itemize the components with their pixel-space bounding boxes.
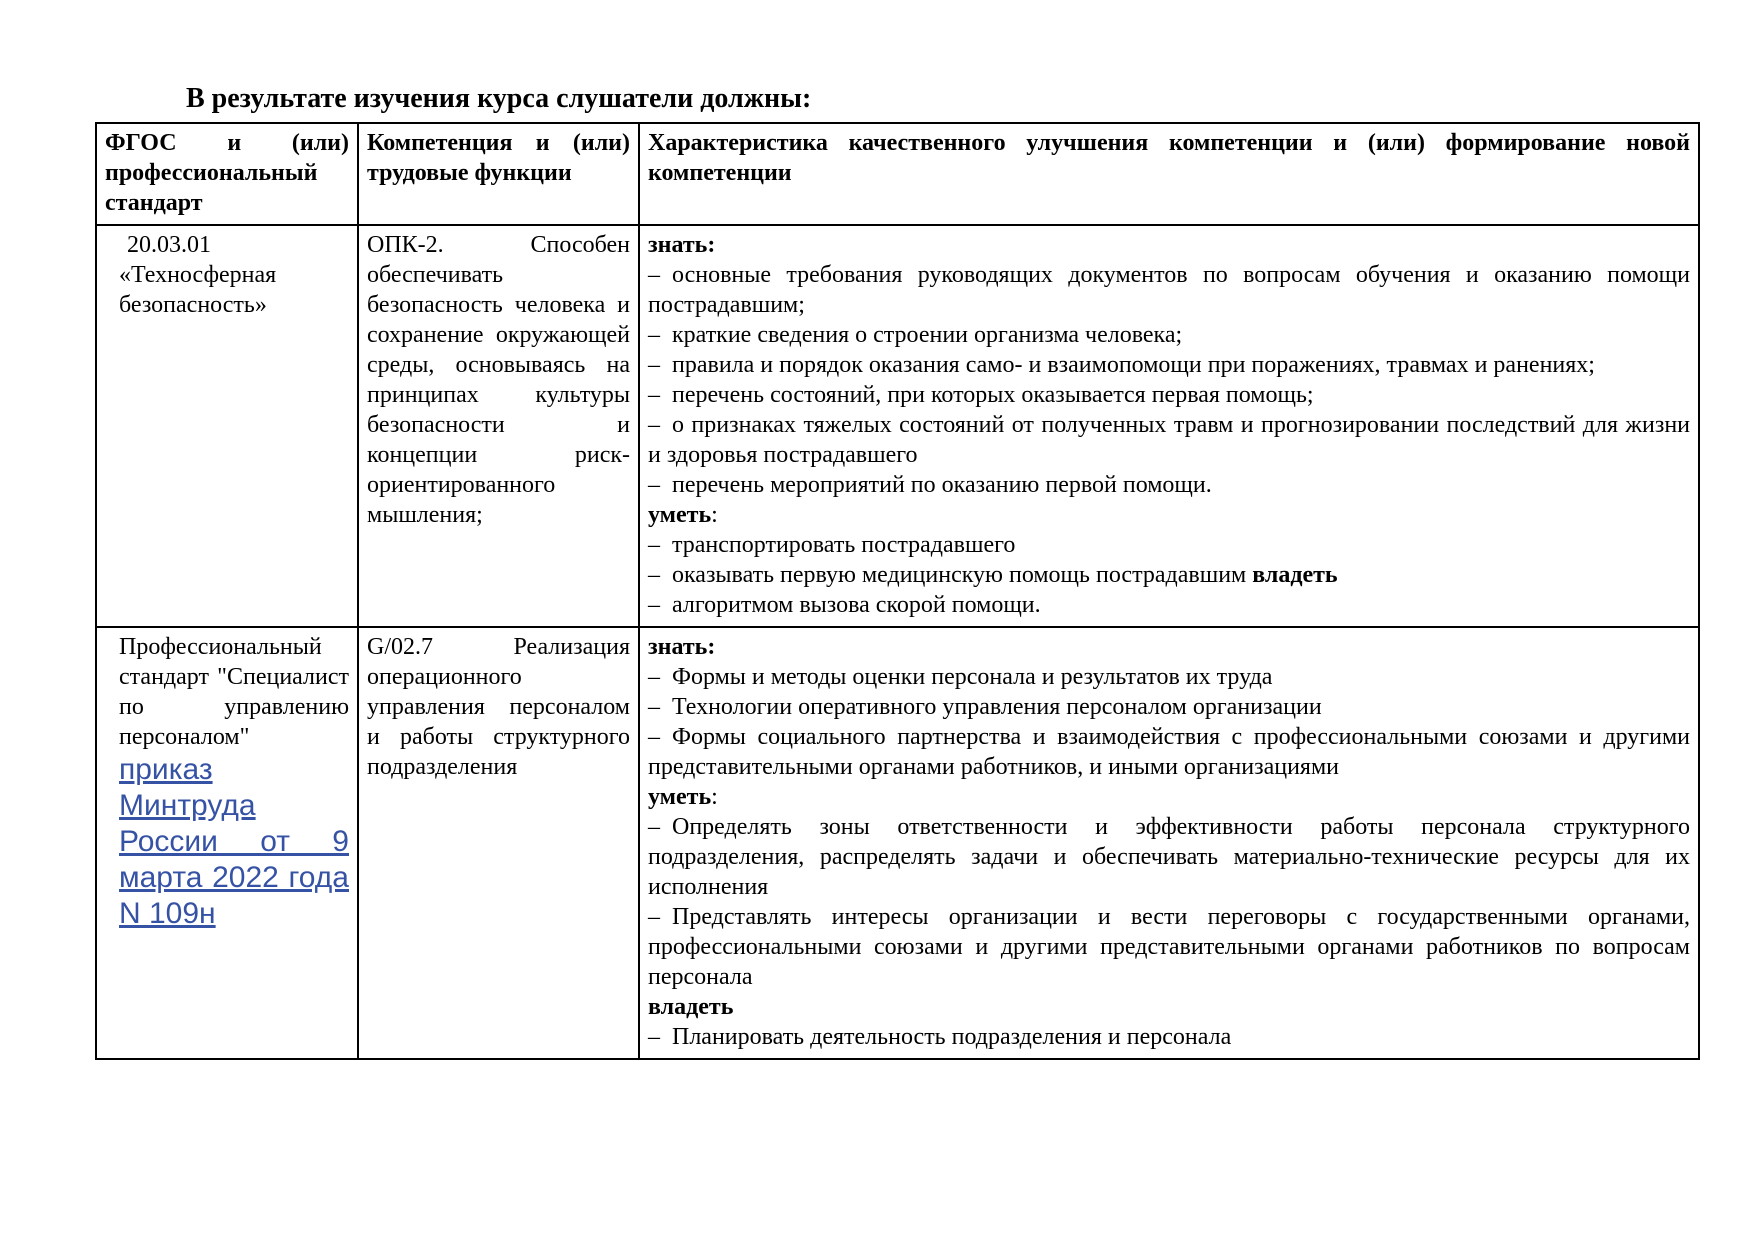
requirement-item — [648, 380, 1690, 410]
competence-text: G/02.7 Реализация операционного управления персоналом и работы структурного подразделения — [367, 634, 630, 780]
item-text: – оказывать первую медицинскую помощь пострадавшим — [648, 562, 1253, 588]
requirement-item — [648, 470, 1690, 500]
requirement-item — [648, 350, 1690, 380]
item-text: – транспортировать пострадавшего — [648, 532, 1016, 558]
item-text: – Технологии оперативного управления персоналом организации — [648, 694, 1322, 720]
cell-fgos-2 — [96, 627, 358, 1059]
cell-characteristics-1 — [639, 225, 1699, 627]
item-text: – Планировать деятельность подразделения и персонала — [648, 1024, 1232, 1050]
item-text: – основные требования руководящих документов по вопросам обучения и оказанию помощи пострадавшим; — [648, 262, 1690, 318]
competence-text: ОПК-2. Способен обеспечивать безопасность человека и сохранение окружающей среды, основываясь на принципах культуры безопасности и концепции риск-ориентированного мышления; — [367, 232, 630, 528]
item-bold-suffix: владеть — [1252, 562, 1338, 588]
item-text: – правила и порядок оказания само- и взаимопомощи при поражениях, травмах и ранениях; — [648, 352, 1595, 378]
cell-fgos-1 — [96, 225, 358, 627]
requirement-item — [648, 662, 1690, 692]
label-rest-part: : — [711, 502, 718, 528]
requirement-item — [648, 260, 1690, 320]
cell-competence-1 — [358, 225, 639, 627]
requirement-item — [648, 812, 1690, 902]
label-bold-part: владеть — [648, 994, 734, 1020]
fgos-standard-text: 20.03.01 «Техносферная безопасность» — [119, 232, 277, 318]
section-label — [648, 782, 1690, 812]
label-bold-part: знать: — [648, 634, 716, 660]
table-row — [96, 627, 1699, 1059]
section-label — [648, 230, 1690, 260]
requirement-item — [648, 410, 1690, 470]
requirement-item — [648, 560, 1690, 590]
requirement-item — [648, 320, 1690, 350]
item-text: – перечень состояний, при которых оказывается первая помощь; — [648, 382, 1314, 408]
section-label — [648, 632, 1690, 662]
label-rest-part: : — [711, 784, 718, 810]
label-bold-part: уметь — [648, 784, 712, 810]
cell-competence-2 — [358, 627, 639, 1059]
table-row — [96, 225, 1699, 627]
item-text: – Формы и методы оценки персонала и результатов их труда — [648, 664, 1273, 690]
requirement-item — [648, 722, 1690, 782]
header-competence: Компетенция и (или) трудовые функции — [358, 123, 639, 225]
table-header-row — [96, 123, 1699, 225]
section-label — [648, 500, 1690, 530]
label-bold-part: знать: — [648, 232, 716, 258]
item-text: – о признаках тяжелых состояний от полученных травм и прогнозировании последствий для жизни и здоровья пострадавшего — [648, 412, 1690, 468]
cell-characteristics-2 — [639, 627, 1699, 1059]
results-table — [95, 122, 1700, 1060]
requirement-item — [648, 530, 1690, 560]
requirement-item — [648, 590, 1690, 620]
requirement-item — [648, 692, 1690, 722]
mintrud-order-link[interactable]: приказ Минтруда России от 9 марта 2022 года N 109н — [119, 753, 349, 930]
item-text: – Формы социального партнерства и взаимодействия с профессиональными союзами и другими представительными органами работников, и иными организациями — [648, 724, 1690, 780]
header-characteristic: Характеристика качественного улучшения компетенции и (или) формирование новой компетенции — [639, 123, 1699, 225]
header-fgos-standard: ФГОС и (или) профессиональный стандарт — [96, 123, 358, 225]
item-text: – алгоритмом вызова скорой помощи. — [648, 592, 1041, 618]
requirement-item — [648, 902, 1690, 992]
page-title: В результате изучения курса слушатели должны: — [186, 83, 812, 114]
section-label — [648, 992, 1690, 1022]
label-bold-part: уметь — [648, 502, 712, 528]
item-text: – Определять зоны ответственности и эффективности работы персонала структурного подразделения, распределять задачи и обеспечивать материально-технические ресурсы для их исполнения — [648, 814, 1690, 900]
item-text: – краткие сведения о строении организма человека; — [648, 322, 1183, 348]
item-text: – Представлять интересы организации и вести переговоры с государственными органами, профессиональными союзами и другими представительными органами работников по вопросам персонала — [648, 904, 1690, 990]
requirement-item — [648, 1022, 1690, 1052]
item-text: – перечень мероприятий по оказанию первой помощи. — [648, 472, 1212, 498]
fgos-standard-text: Профессиональный стандарт "Специалист по управлению персоналом" — [119, 634, 349, 750]
